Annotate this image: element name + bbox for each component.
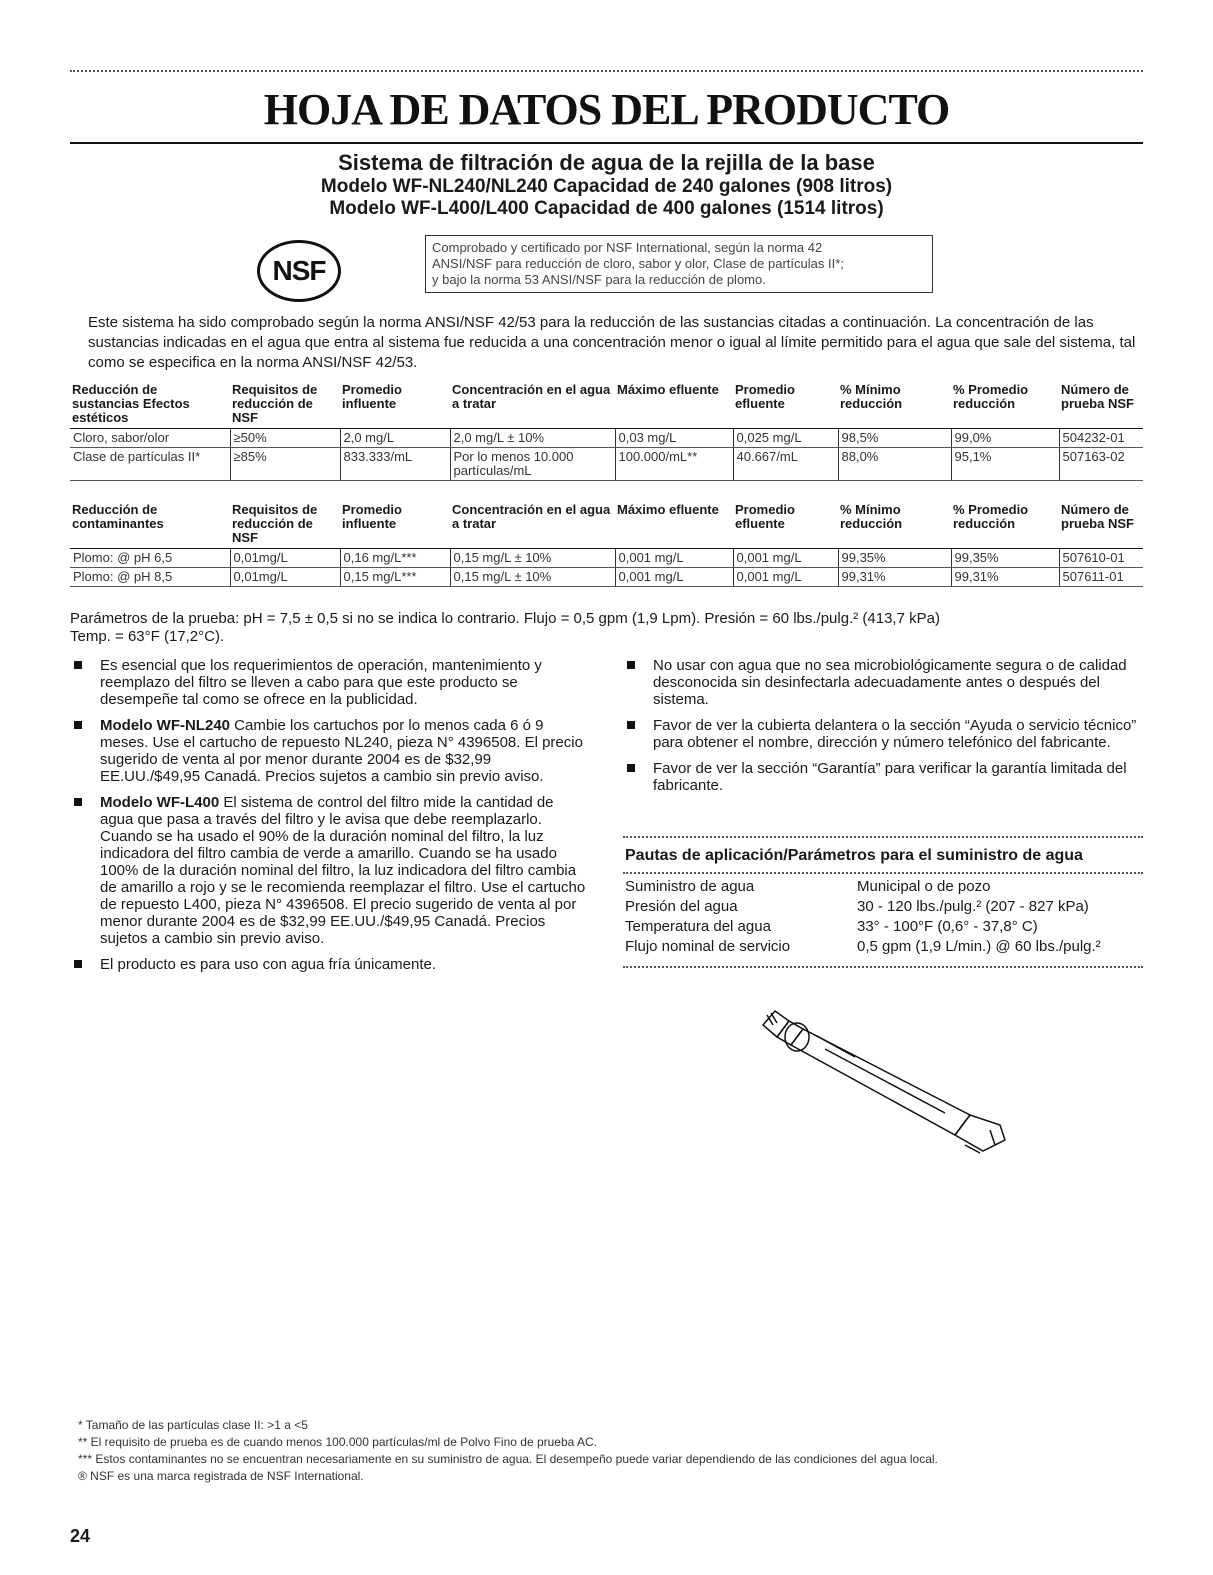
bullet-text: El producto es para uso con agua fría únicamente.	[100, 956, 437, 973]
table-cell: 99,0%	[951, 429, 1059, 448]
left-bullet-list	[70, 657, 590, 982]
bullet-bold-label: Modelo WF-NL240	[100, 717, 230, 734]
top-dotted-rule	[70, 70, 1143, 72]
bullet-item	[70, 794, 590, 947]
guideline-value: 33° - 100°F (0,6° - 37,8° C)	[857, 918, 1038, 935]
column-header: Promedio efluente	[733, 383, 838, 429]
contaminants-table	[70, 503, 1143, 587]
product-heading	[0, 150, 1213, 220]
table-cell: 0,025 mg/L	[733, 429, 838, 448]
column-header: % Promedio reducción	[951, 383, 1059, 429]
footnote: *** Estos contaminantes no se encuentran necesariamente en su suministro de agua. El desempeño puede variar dependiendo de las condiciones del agua local.	[78, 1452, 938, 1466]
cert-line: Comprobado y certificado por NSF International, según la norma 42	[432, 240, 823, 255]
guideline-label: Temperatura del agua	[625, 918, 771, 935]
test-parameters	[70, 610, 1150, 646]
page-number: 24	[70, 1526, 91, 1546]
column-header: Promedio efluente	[733, 503, 838, 549]
guideline-row	[623, 877, 1143, 897]
bullet-item	[623, 657, 1148, 708]
bullet-square-icon	[74, 661, 82, 669]
column-header: Máximo efluente	[615, 383, 733, 429]
guidelines-table	[623, 877, 1143, 957]
table-cell: Plomo: @ pH 8,5	[70, 568, 230, 587]
table-cell: 0,03 mg/L	[615, 429, 733, 448]
system-heading: Sistema de filtración de agua de la rejilla de la base	[338, 150, 875, 175]
bullet-bold-label: Modelo WF-L400	[100, 794, 220, 811]
table-cell: 0,01mg/L	[230, 549, 340, 568]
table-row	[70, 448, 1143, 481]
bullet-item	[70, 657, 590, 708]
aesthetic-effects-table	[70, 383, 1143, 481]
bullet-item	[623, 717, 1148, 751]
table-cell: 0,15 mg/L ± 10%	[450, 549, 615, 568]
filter-cartridge-illustration	[755, 985, 1015, 1155]
guideline-label: Flujo nominal de servicio	[625, 938, 791, 955]
table-cell: 507610-01	[1059, 549, 1143, 568]
table-cell: ≥50%	[230, 429, 340, 448]
guideline-row	[623, 897, 1143, 917]
bullet-text: El sistema de control del filtro mide la cantidad de agua que pasa a través del filtro y le avisa que debe reemplazarlo. Cuando se ha usado el 90% de la duración nominal del filtro, la luz indicadora del filtro cambia de verde a amarillo. Cuando se ha usado 100% de la duración nominal del filtro, la luz indicadora del filtro cambia de amarillo a rojo y se le recomienda reemplazar el filtro. Use el cartucho de repuesto L400, pieza N° 4396508. El precio sugerido de venta al por menor durante 2004 es de $32,99 EE.UU./$49,95 Canadá. Precios sujetos a cambio sin previo aviso.	[100, 794, 586, 947]
table-cell: 0,001 mg/L	[733, 549, 838, 568]
bullet-text: Cambie los cartuchos por lo menos cada 6 ó 9 meses. Use el cartucho de repuesto NL240, pieza N° 4396508. El precio sugerido de venta al por menor durante 2004 es de $32,99 EE.UU./$49,95 Canadá. Precios sujetos a cambio sin previo aviso.	[100, 717, 583, 785]
table-cell: 2,0 mg/L	[340, 429, 450, 448]
footnote: ** El requisito de prueba es de cuando menos 100.000 partículas/ml de Polvo Fino de prueba AC.	[78, 1435, 597, 1449]
bullet-item	[623, 760, 1148, 794]
test-parameters-line: Temp. = 63°F (17,2°C).	[70, 628, 225, 645]
test-parameters-line: Parámetros de la prueba: pH = 7,5 ± 0,5 si no se indica lo contrario. Flujo = 0,5 gpm (1,9 Lpm). Presión = 60 lbs./pulg.² (413,7 kPa)	[70, 610, 940, 627]
bullet-item	[70, 717, 590, 785]
column-header: Promedio influente	[340, 383, 450, 429]
bullet-square-icon	[74, 798, 82, 806]
column-header: Reducción de contaminantes	[70, 503, 230, 549]
cert-line: y bajo la norma 53 ANSI/NSF para la reducción de plomo.	[432, 272, 766, 287]
footnote: ® NSF es una marca registrada de NSF International.	[78, 1469, 364, 1483]
table-cell: 95,1%	[951, 448, 1059, 481]
bullet-square-icon	[627, 721, 635, 729]
bullet-text: Favor de ver la sección “Garantía” para verificar la garantía limitada del fabricante.	[653, 760, 1127, 794]
column-header: Número de prueba NSF	[1059, 503, 1143, 549]
guideline-row	[623, 937, 1143, 957]
guideline-value: 30 - 120 lbs./pulg.² (207 - 827 kPa)	[857, 898, 1089, 915]
bullet-square-icon	[627, 764, 635, 772]
table-cell: 0,16 mg/L***	[340, 549, 450, 568]
table-cell: ≥85%	[230, 448, 340, 481]
right-bullet-list	[623, 657, 1148, 803]
bullet-text: Favor de ver la cubierta delantera o la sección “Ayuda o servicio técnico” para obtener el nombre, dirección y número telefónico del fabricante.	[653, 717, 1137, 751]
table-cell: 0,001 mg/L	[615, 568, 733, 587]
table-cell: Clase de partículas II*	[70, 448, 230, 481]
table-cell: 99,31%	[838, 568, 951, 587]
bullet-text: Es esencial que los requerimientos de operación, mantenimiento y reemplazo del filtro se lleven a cabo para que este producto se desempeñe tal como se ofrece en la publicidad.	[100, 657, 542, 708]
table-row	[70, 549, 1143, 568]
table-row	[70, 568, 1143, 587]
table-cell: Por lo menos 10.000 partículas/mL	[450, 448, 615, 481]
cert-line: ANSI/NSF para reducción de cloro, sabor y olor, Clase de partículas II*;	[432, 256, 844, 271]
table-cell: 40.667/mL	[733, 448, 838, 481]
nsf-logo-text: NSF	[272, 255, 326, 286]
certification-box	[425, 235, 933, 293]
table-cell: 88,0%	[838, 448, 951, 481]
bullet-text: No usar con agua que no sea microbiológicamente segura o de calidad desconocida sin desinfectarla adecuadamente antes o después del sistema.	[653, 657, 1127, 708]
guideline-row	[623, 917, 1143, 937]
table-cell: 0,001 mg/L	[733, 568, 838, 587]
guideline-value: 0,5 gpm (1,9 L/min.) @ 60 lbs./pulg.²	[857, 938, 1101, 955]
model-nl240-heading: Modelo WF-NL240/NL240 Capacidad de 240 galones (908 litros)	[320, 176, 893, 197]
column-header: % Mínimo reducción	[838, 503, 951, 549]
bullet-square-icon	[74, 960, 82, 968]
title-rule	[70, 142, 1143, 144]
table-cell: 2,0 mg/L ± 10%	[450, 429, 615, 448]
table-cell: 0,15 mg/L ± 10%	[450, 568, 615, 587]
table-cell: 99,35%	[838, 549, 951, 568]
column-header: % Mínimo reducción	[838, 383, 951, 429]
footnotes	[78, 1418, 1148, 1486]
guideline-label: Presión del agua	[625, 898, 738, 915]
column-header: % Promedio reducción	[951, 503, 1059, 549]
table-cell: 833.333/mL	[340, 448, 450, 481]
column-header: Promedio influente	[340, 503, 450, 549]
guideline-value: Municipal o de pozo	[857, 878, 991, 895]
table-cell: 99,31%	[951, 568, 1059, 587]
table-cell: 507611-01	[1059, 568, 1143, 587]
column-header: Concentración en el agua a tratar	[450, 383, 615, 429]
nsf-logo	[257, 240, 341, 302]
guidelines-title-rule	[623, 872, 1143, 874]
model-l400-heading: Modelo WF-L400/L400 Capacidad de 400 galones (1514 litros)	[329, 198, 884, 219]
table-cell: 0,001 mg/L	[615, 549, 733, 568]
column-header: Máximo efluente	[615, 503, 733, 549]
table-cell: 0,15 mg/L***	[340, 568, 450, 587]
table-cell: 0,01mg/L	[230, 568, 340, 587]
guidelines-title: Pautas de aplicación/Parámetros para el suministro de agua	[625, 847, 1083, 864]
table-cell: 100.000/mL**	[615, 448, 733, 481]
table-cell: Cloro, sabor/olor	[70, 429, 230, 448]
table-row	[70, 429, 1143, 448]
intro-paragraph: Este sistema ha sido comprobado según la norma ANSI/NSF 42/53 para la reducción de las sustancias citadas a continuación. La concentración de las sustancias indicadas en el agua que entra al sistema fue reducida a una concentración menor o igual al límite permitido para el agua que sale del sistema, tal como se especifica en la norma ANSI/NSF 42/53.	[88, 314, 1136, 371]
table-cell: Plomo: @ pH 6,5	[70, 549, 230, 568]
column-header: Número de prueba NSF	[1059, 383, 1143, 429]
table-cell: 99,35%	[951, 549, 1059, 568]
table-cell: 507163-02	[1059, 448, 1143, 481]
column-header: Requisitos de reducción de NSF	[230, 503, 340, 549]
column-header: Reducción de sustancias Efectos estéticos	[70, 383, 230, 429]
table-cell: 504232-01	[1059, 429, 1143, 448]
guidelines-top-rule	[623, 836, 1143, 838]
guideline-label: Suministro de agua	[625, 878, 755, 895]
column-header: Concentración en el agua a tratar	[450, 503, 615, 549]
page-title: HOJA DE DATOS DEL PRODUCTO	[263, 85, 950, 134]
bullet-square-icon	[627, 661, 635, 669]
table-cell: 98,5%	[838, 429, 951, 448]
footnote: * Tamaño de las partículas clase II: >1 a <5	[78, 1418, 308, 1432]
column-header: Requisitos de reducción de NSF	[230, 383, 340, 429]
bullet-item	[70, 956, 590, 973]
bullet-square-icon	[74, 721, 82, 729]
guidelines-bottom-rule	[623, 966, 1143, 968]
